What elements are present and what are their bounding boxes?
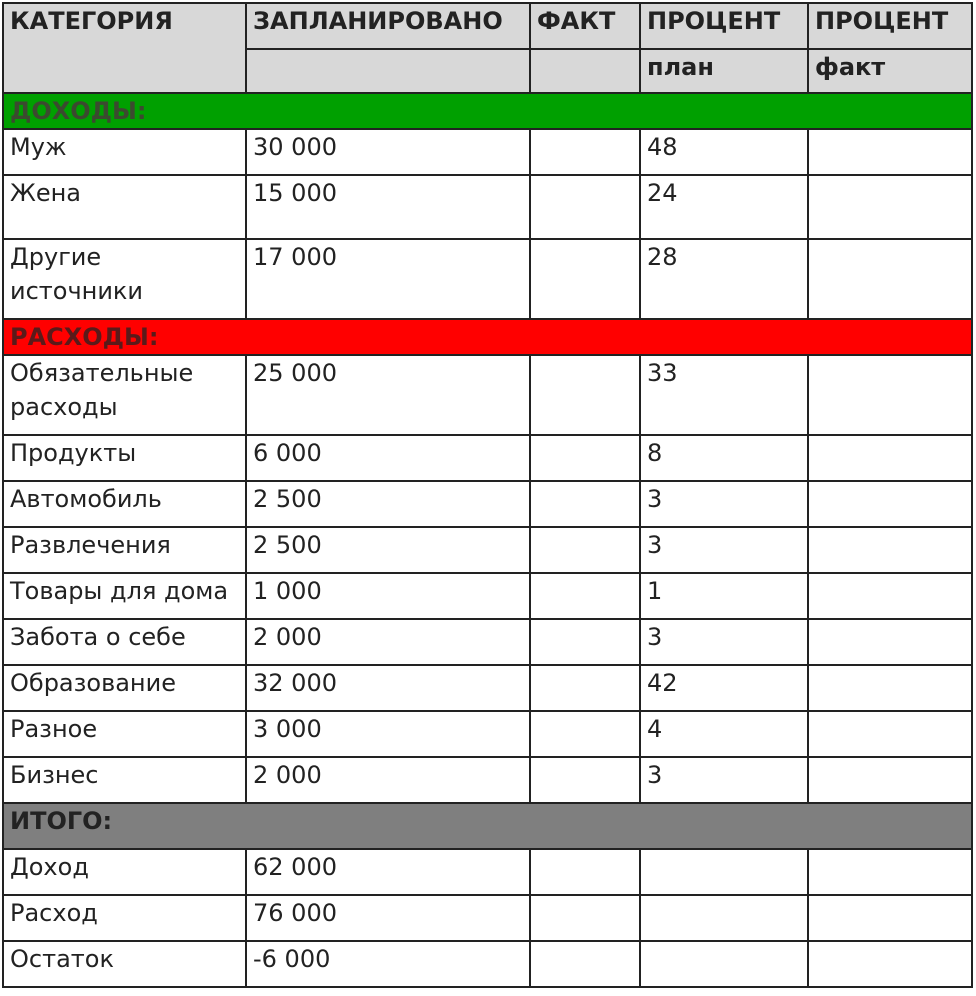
table-row (3, 757, 972, 803)
cell-pct-fact (808, 941, 972, 987)
cell-category: Расход (3, 895, 246, 941)
cell-fact (530, 355, 640, 435)
cell-planned: 25 000 (246, 355, 530, 435)
cell-planned: 30 000 (246, 129, 530, 175)
cell-fact (530, 175, 640, 239)
expense-section-label: РАСХОДЫ: (3, 319, 972, 355)
cell-pct-plan: 42 (640, 665, 808, 711)
header-row (3, 3, 972, 49)
cell-planned: 3 000 (246, 711, 530, 757)
table-row (3, 355, 972, 435)
cell-planned: 2 500 (246, 481, 530, 527)
cell-pct-fact (808, 711, 972, 757)
cell-fact (530, 435, 640, 481)
cell-fact (530, 619, 640, 665)
cell-pct-fact (808, 355, 972, 435)
cell-pct-fact (808, 435, 972, 481)
cell-fact (530, 527, 640, 573)
budget-table (2, 2, 973, 988)
cell-planned: 1 000 (246, 573, 530, 619)
table-row (3, 619, 972, 665)
header-percent-plan: ПРОЦЕНТ (640, 3, 808, 49)
cell-planned: 15 000 (246, 175, 530, 239)
expense-rows (3, 355, 972, 803)
cell-fact (530, 849, 640, 895)
cell-planned: 17 000 (246, 239, 530, 319)
cell-pct-fact (808, 619, 972, 665)
cell-fact (530, 941, 640, 987)
cell-category: Жена (3, 175, 246, 239)
cell-planned: 62 000 (246, 849, 530, 895)
cell-category: Разное (3, 711, 246, 757)
income-section-row (3, 93, 972, 129)
expense-section-row (3, 319, 972, 355)
cell-fact (530, 665, 640, 711)
income-rows (3, 129, 972, 319)
table-row (3, 895, 972, 941)
header-fact: ФАКТ (530, 3, 640, 49)
header-percent-fact: ПРОЦЕНТ (808, 3, 972, 49)
cell-fact (530, 711, 640, 757)
cell-pct-plan: 3 (640, 481, 808, 527)
cell-fact (530, 129, 640, 175)
cell-fact (530, 573, 640, 619)
cell-fact (530, 481, 640, 527)
cell-pct-plan (640, 941, 808, 987)
cell-pct-fact (808, 239, 972, 319)
table-row (3, 175, 972, 239)
income-section-label: ДОХОДЫ: (3, 93, 972, 129)
cell-category: Автомобиль (3, 481, 246, 527)
table-row (3, 849, 972, 895)
header-planned: ЗАПЛАНИРОВАНО (246, 3, 530, 49)
cell-category: Доход (3, 849, 246, 895)
cell-category: Обязательные расходы (3, 355, 246, 435)
header-percent-plan-sub: план (640, 49, 808, 93)
cell-planned: 6 000 (246, 435, 530, 481)
cell-category: Развлечения (3, 527, 246, 573)
cell-pct-fact (808, 849, 972, 895)
cell-pct-fact (808, 573, 972, 619)
cell-planned: 32 000 (246, 665, 530, 711)
cell-pct-plan: 4 (640, 711, 808, 757)
cell-pct-plan: 1 (640, 573, 808, 619)
cell-category: Муж (3, 129, 246, 175)
table-row (3, 665, 972, 711)
cell-pct-fact (808, 129, 972, 175)
cell-pct-fact (808, 757, 972, 803)
cell-pct-fact (808, 895, 972, 941)
table-row (3, 129, 972, 175)
cell-category: Другие источники (3, 239, 246, 319)
cell-category: Образование (3, 665, 246, 711)
cell-pct-fact (808, 527, 972, 573)
cell-pct-plan: 3 (640, 757, 808, 803)
cell-pct-plan: 3 (640, 619, 808, 665)
cell-planned: -6 000 (246, 941, 530, 987)
cell-planned: 2 500 (246, 527, 530, 573)
total-section-row (3, 803, 972, 849)
header-fact-sub (530, 49, 640, 93)
table-row (3, 711, 972, 757)
cell-pct-plan: 33 (640, 355, 808, 435)
cell-pct-fact (808, 665, 972, 711)
cell-pct-plan: 8 (640, 435, 808, 481)
cell-pct-plan: 3 (640, 527, 808, 573)
cell-category: Продукты (3, 435, 246, 481)
cell-category: Бизнес (3, 757, 246, 803)
table-row (3, 573, 972, 619)
cell-category: Остаток (3, 941, 246, 987)
cell-fact (530, 895, 640, 941)
cell-pct-plan (640, 849, 808, 895)
table-row (3, 481, 972, 527)
cell-pct-fact (808, 175, 972, 239)
cell-pct-plan (640, 895, 808, 941)
cell-pct-plan: 28 (640, 239, 808, 319)
cell-category: Забота о себе (3, 619, 246, 665)
total-section-label: ИТОГО: (3, 803, 972, 849)
cell-pct-plan: 24 (640, 175, 808, 239)
cell-planned: 2 000 (246, 619, 530, 665)
header-planned-sub (246, 49, 530, 93)
table-row (3, 239, 972, 319)
total-rows (3, 849, 972, 987)
cell-fact (530, 239, 640, 319)
cell-pct-plan: 48 (640, 129, 808, 175)
header-percent-fact-sub: факт (808, 49, 972, 93)
cell-planned: 76 000 (246, 895, 530, 941)
table-row (3, 435, 972, 481)
cell-pct-fact (808, 481, 972, 527)
table-row (3, 527, 972, 573)
cell-fact (530, 757, 640, 803)
table-row (3, 941, 972, 987)
cell-planned: 2 000 (246, 757, 530, 803)
cell-category: Товары для дома (3, 573, 246, 619)
header-category: КАТЕГОРИЯ (3, 3, 246, 93)
